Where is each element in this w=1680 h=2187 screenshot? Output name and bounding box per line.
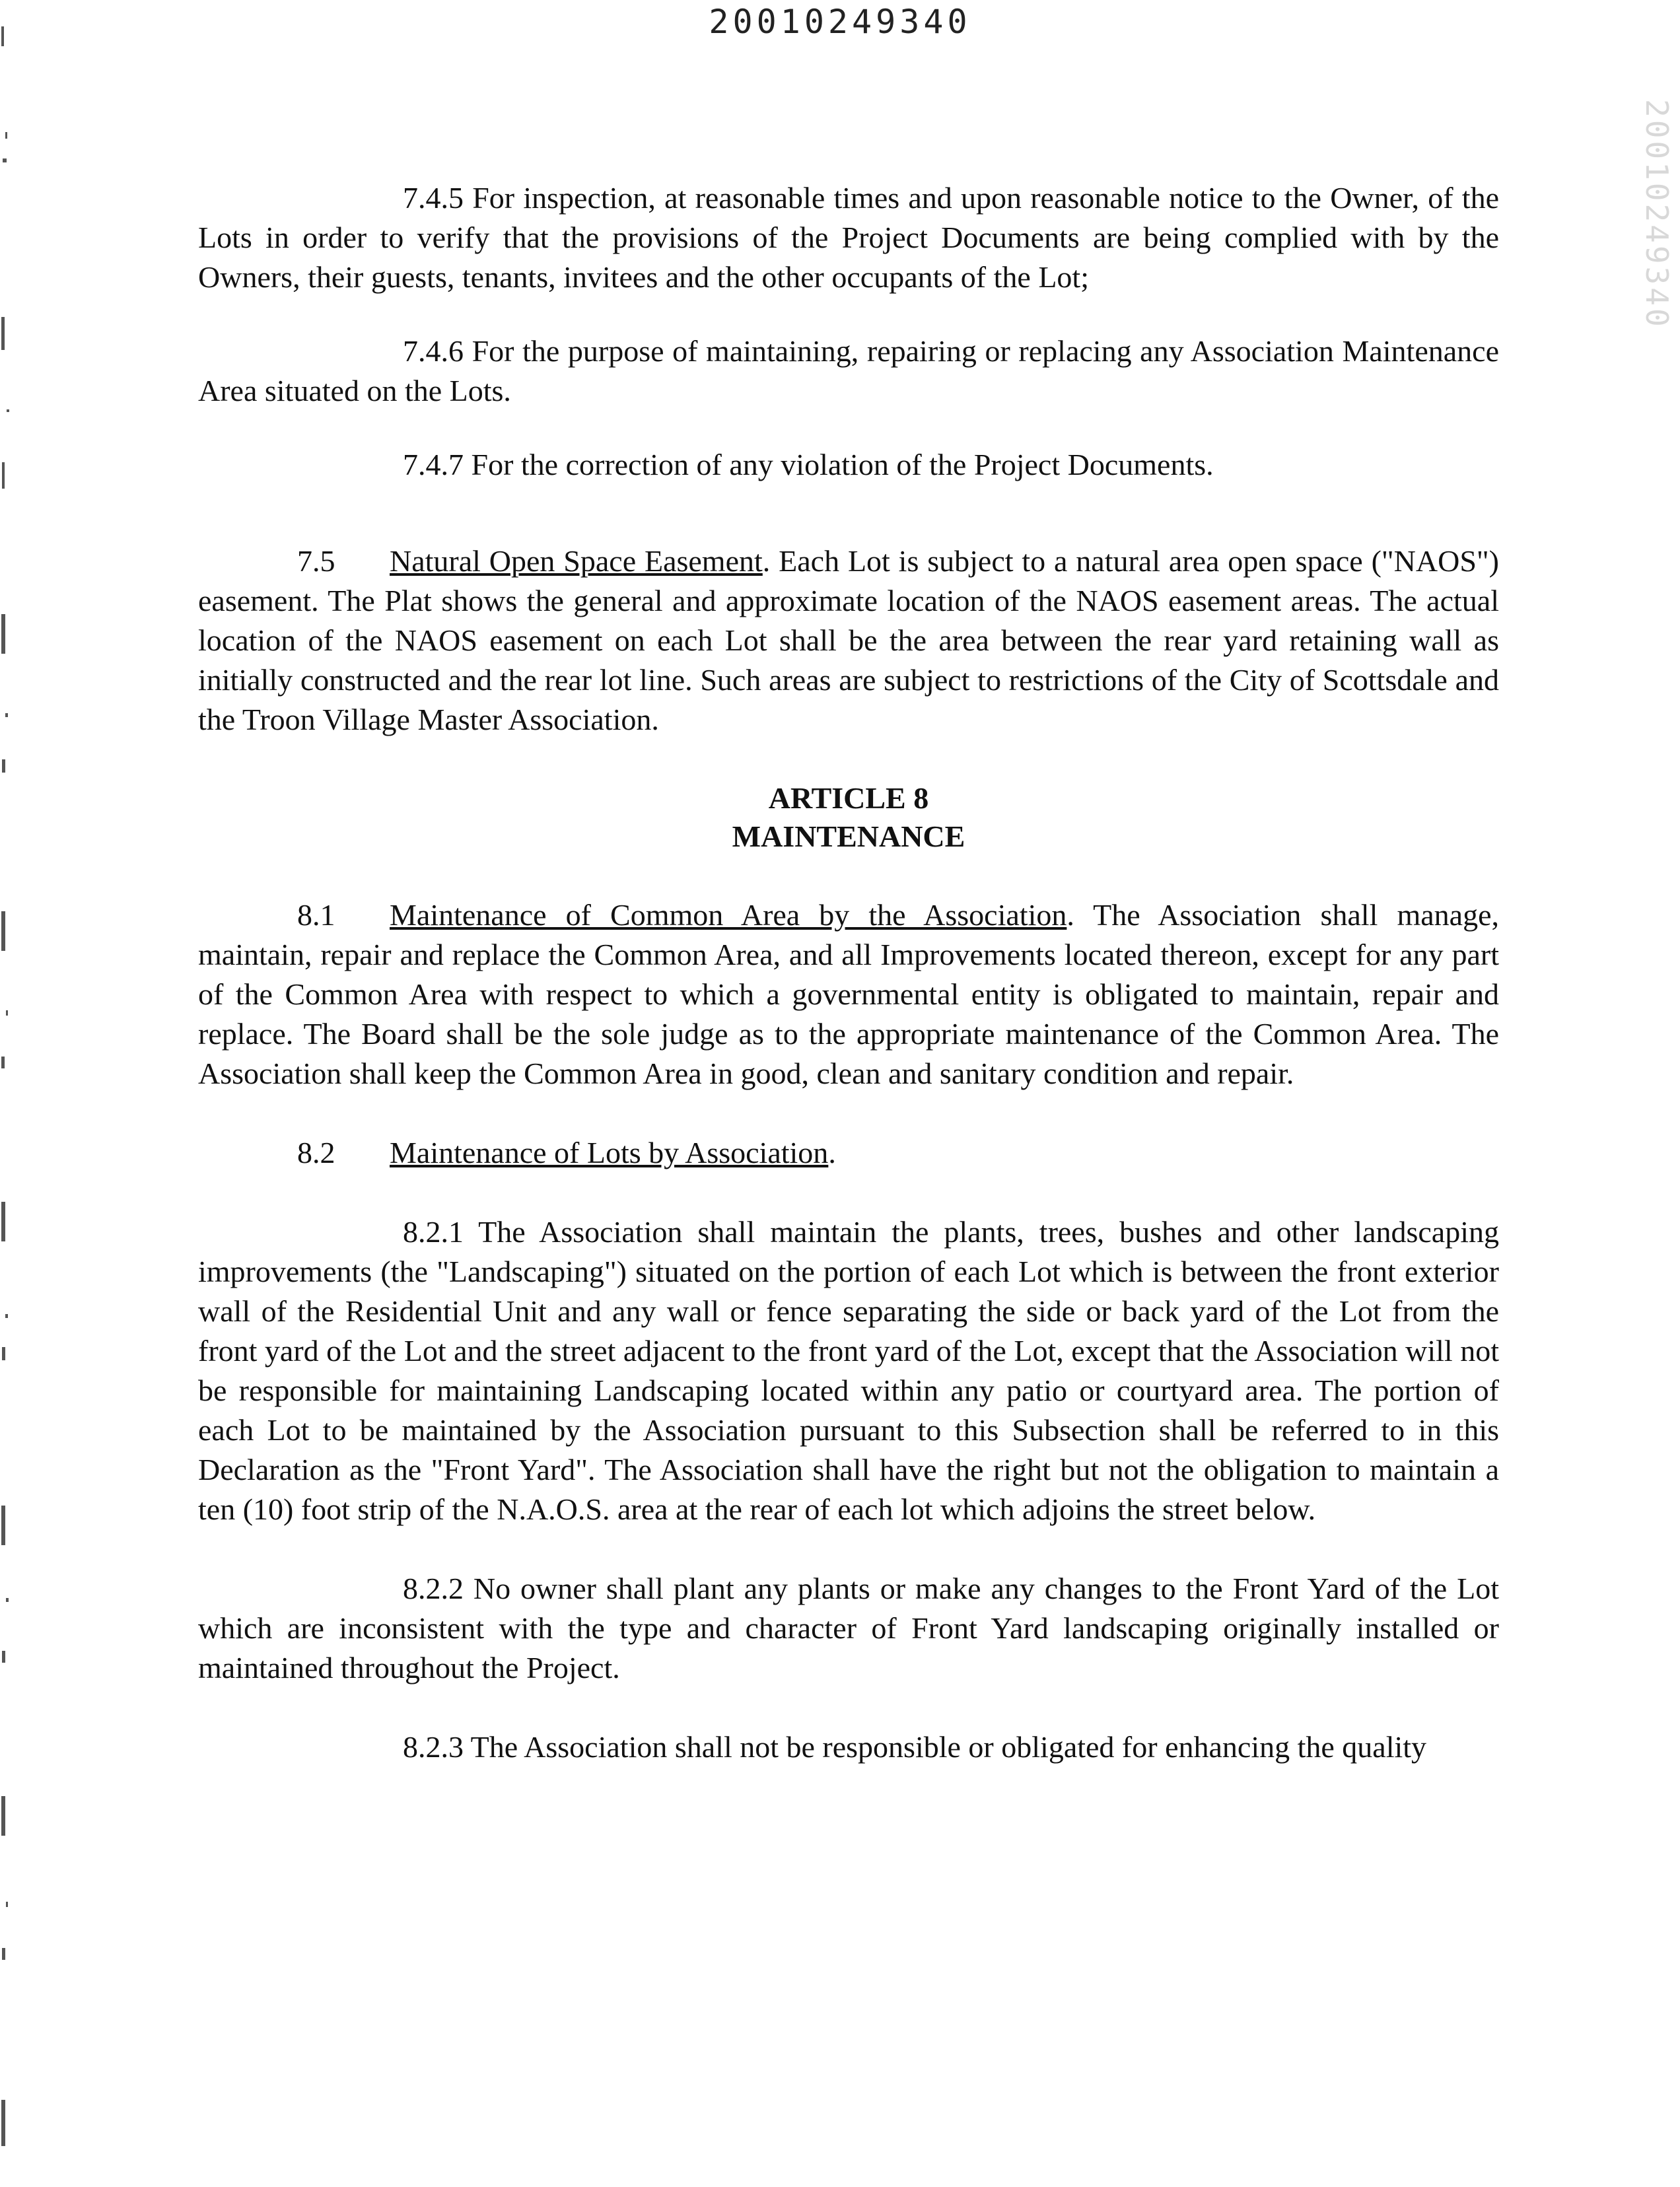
section-number: 7.5	[297, 544, 335, 578]
section-7-5-natural-open-space-easement	[198, 541, 1499, 740]
section-title: Maintenance of Common Area by the Association	[390, 898, 1067, 932]
section-title: Maintenance of Lots by Association	[390, 1136, 829, 1169]
section-title-period: .	[828, 1136, 836, 1169]
article-subtitle: MAINTENANCE	[732, 819, 965, 853]
paragraph-8-2-1: 8.2.1 The Association shall maintain the plants, trees, bushes and other landscaping improvements (the "Landscaping") situated on the portion of each Lot which is between the front exterior wall of the Residential Unit and any wall or fence separating the side or back yard of the Lot from the front yard of the Lot and the street adjacent to the front yard of the Lot, except that the Association will not be responsible for maintaining Landscaping located within any patio or courtyard area. The portion of each Lot to be maintained by the Association pursuant to this Subsection shall be referred to in this Declaration as the "Front Yard". The Association shall have the right but not the obligation to maintain a ten (10) foot strip of the N.A.O.S. area at the rear of each lot which adjoins the street below.	[198, 1215, 1499, 1526]
document-body	[198, 178, 1499, 1767]
article-title: ARTICLE 8	[768, 781, 929, 815]
paragraph-8-2-2: 8.2.2 No owner shall plant any plants or make any changes to the Front Yard of the Lot which are inconsistent with the type and character of Front Yard landscaping originally installed or maintained throughout the Project.	[198, 1572, 1499, 1684]
section-8-2-heading	[198, 1133, 1499, 1173]
section-body: . The Association shall manage, maintain, repair and replace the Common Area, and all Improvements located thereon, except for any part of the Common Area with respect to which a governmental entity is obligated to maintain, repair and replace. The Board shall be the sole judge as to the appropriate maintenance of the Common Area. The Association shall keep the Common Area in good, clean and sanitary condition and repair.	[198, 898, 1499, 1090]
side-recording-stamp: 20010249340	[1639, 99, 1675, 330]
recording-number: 20010249340	[709, 3, 971, 41]
section-8-1-maintenance-of-common-area	[198, 895, 1499, 1094]
section-title: Natural Open Space Easement	[390, 544, 763, 578]
section-number: 8.2	[297, 1136, 335, 1169]
paragraph-7-4-7: 7.4.7 For the correction of any violation of the Project Documents.	[403, 448, 1214, 481]
scan-margin-marks	[0, 0, 20, 2187]
section-number: 8.1	[297, 898, 335, 932]
paragraph-7-4-5: 7.4.5 For inspection, at reasonable times and upon reasonable notice to the Owner, of the Lots in order to verify that the provisions of the Project Documents are being complied with by the Owners, their guests, tenants, invitees and the other occupants of the Lot;	[198, 181, 1499, 294]
paragraph-7-4-6: 7.4.6 For the purpose of maintaining, repairing or replacing any Association Maintenance Area situated on the Lots.	[198, 334, 1499, 407]
section-body: . Each Lot is subject to a natural area open space ("NAOS") easement. The Plat shows the general and approximate location of the NAOS easement areas. The actual location of the NAOS easement on each Lot shall be the area between the rear yard retaining wall as initially constructed and the rear lot line. Such areas are subject to restrictions of the City of Scottsdale and the Troon Village Master Association.	[198, 544, 1499, 736]
paragraph-8-2-3: 8.2.3 The Association shall not be responsible or obligated for enhancing the quality	[403, 1730, 1427, 1764]
